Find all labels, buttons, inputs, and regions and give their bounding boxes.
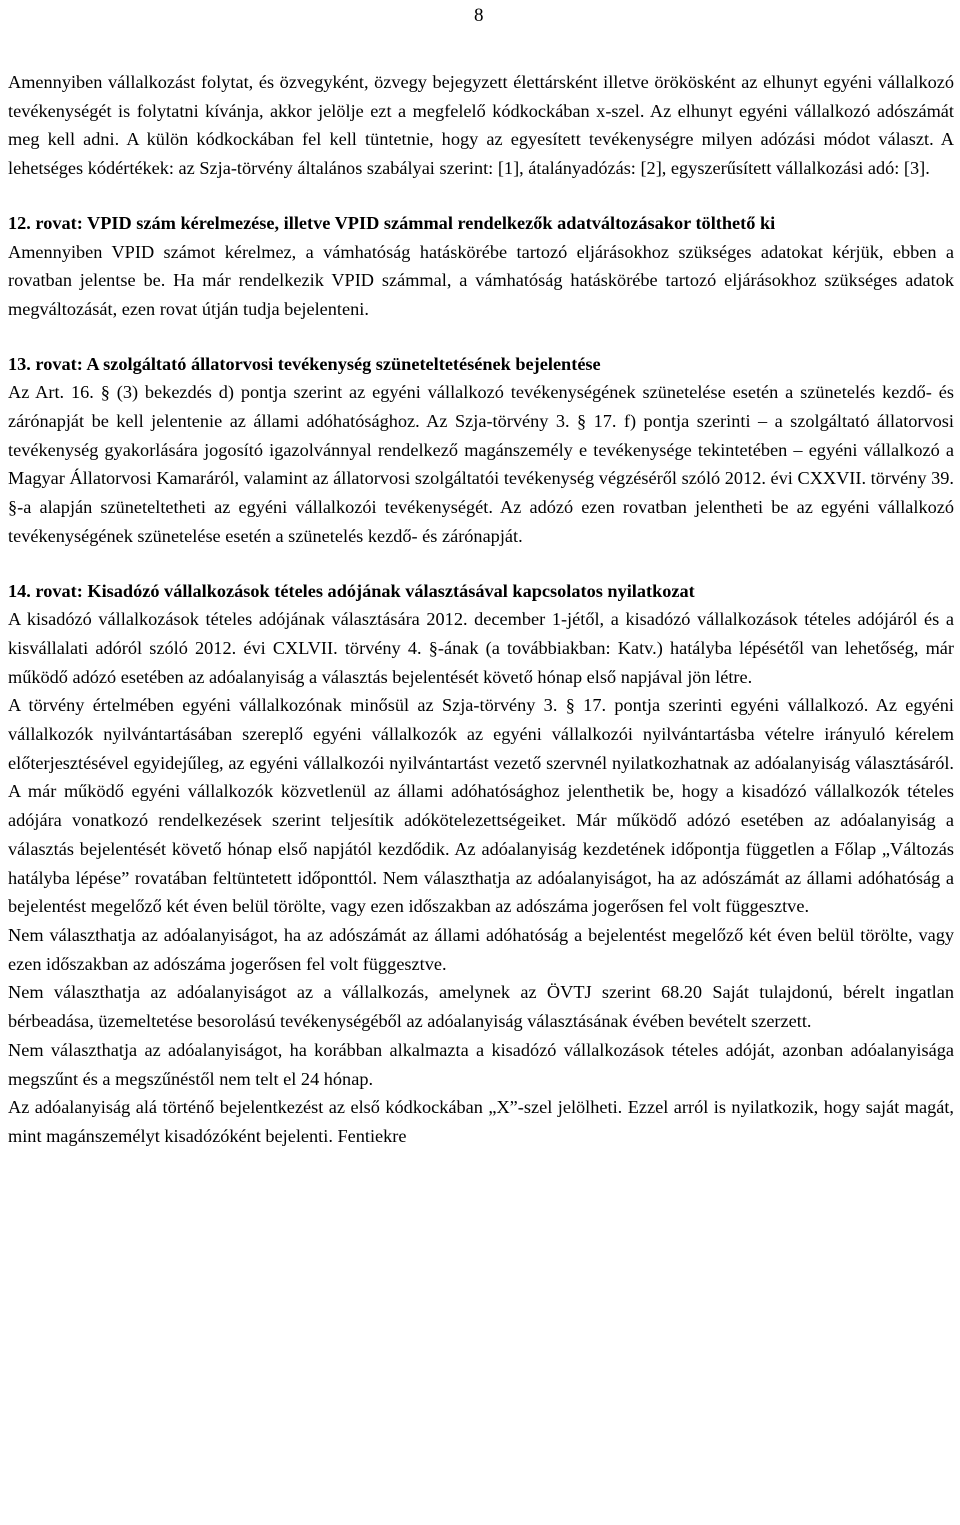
section-14-paragraph: Nem választhatja az adóalanyiságot, ha korábban alkalmazta a kisadózó vállalkozások tételes adóját, azonban adóalanyisága megszűnt és a megszűnéstől nem telt el 24 hónap. (8, 1039, 954, 1089)
page-number: 8 (474, 5, 484, 26)
spacer (8, 551, 954, 577)
section-14-paragraph: Nem választhatja az adóalanyiságot az a vállalkozás, amelynek az ÖVTJ szerint 68.20 Saját tulajdonú, bérelt ingatlan bérbeadása, üzemeltetése besorolású tevékenységéből az adóalanyiság választásának évében bevételt szerzett. (8, 982, 954, 1032)
section-14-paragraph: Nem választhatja az adóalanyiságot, ha az adószámát az állami adóhatóság a bejelentést megelőző két éven belül törölte, vagy ezen időszakban az adószáma jogerősen fel volt függesztve. (8, 924, 954, 974)
section-14-paragraph: A törvény értelmében egyéni vállalkozónak minősül az Szja-törvény 3. § 17. pontja szerinti egyéni vállalkozó. Az egyéni vállalkozók nyilvántartásában szereplő egyéni vállalkozók az egyéni vállalkozói nyilvántartásba vételre irányuló kérelem előterjesztésével egyidejűleg, az egyéni vállalkozói nyilvántartást vezető szervnél nyilatkozhatnak az adóalanyiság választásáról. A már működő egyéni vállalkozók közvetlenül az állami adóhatósághoz jelenthetik be, hogy a kisadózó vállalkozók tételes adójára vonatkozó rendelkezések szerint teljesítik adókötelezettségeiket. Már működő adózó esetében az adóalanyiság a választás bejelentését követő hónap első napjától kezdődik. Az adóalanyiság kezdetének időpontja független a Főlap „Változás hatályba lépése” rovatában feltüntetett időponttól. Nem választhatja az adóalanyiságot, ha az adószámát az állami adóhatóság a bejelentést megelőző két éven belül törölte, vagy ezen időszakban az adószáma jogerősen fel volt függesztve. (8, 695, 954, 917)
spacer (8, 324, 954, 350)
intro-paragraph: Amennyiben vállalkozást folytat, és özvegyként, özvegy bejegyzett élettársként illetve örökösként az elhunyt egyéni vállalkozó tevékenységét is folytatni kívánja, akkor jelölje ezt a megfelelő kódkockában x-szel. Az elhunyt egyéni vállalkozó adószámát meg kell adni. A külön kódkockában fel kell tüntetnie, hogy az egyesített tevékenységre milyen adózási módot választ. A lehetséges kódértékek: az Szja-törvény általános szabályai szerint: [1], átalányadózás: [2], egyszerűsített vállalkozási adó: [3]. (8, 72, 954, 179)
section-14-heading: 14. rovat: Kisadózó vállalkozások tételes adójának választásával kapcsolatos nyilatkozat (8, 580, 695, 601)
section-14-paragraph: A kisadózó vállalkozások tételes adójának választására 2012. december 1-jétől, a kisadózó vállalkozások tételes adójáról és a kisvállalati adóról szóló 2012. évi CXLVII. törvény 4. §-ának (a továbbiakban: Katv.) hatályba lépésétől van lehetőség, már működő adózó esetében az adóalanyiság a választás bejelentését követő hónap első napjával jön létre. (8, 609, 954, 687)
spacer (8, 183, 954, 209)
section-12-heading: 12. rovat: VPID szám kérelmezése, illetve VPID számmal rendelkezők adatváltozásakor tölthető ki (8, 212, 776, 233)
section-13-paragraph: Az Art. 16. § (3) bekezdés d) pontja szerint az egyéni vállalkozó tevékenységének szünetelése esetén a szünetelés kezdő- és zárónapját be kell jelentenie az állami adóhatósághoz. Az Szja-törvény 3. § 17. f) pontja szerinti – a szolgáltató állatorvosi tevékenység gyakorlására jogosító igazolvánnyal rendelkező magánszemély e tevékenysége tekintetében – egyéni vállalkozó a Magyar Állatorvosi Kamaráról, valamint az állatorvosi szolgáltatói tevékenység végzéséről szóló 2012. évi CXXVII. törvény 39. §-a alapján szüneteltetheti az egyéni vállalkozói tevékenységét. Az adózó ezen rovatban jelentheti be az egyéni vállalkozó tevékenységének szünetelése esetén a szünetelés kezdő- és zárónapját. (8, 382, 954, 546)
document-body (8, 68, 954, 1151)
section-12-paragraph: Amennyiben VPID számot kérelmez, a vámhatóság hatáskörébe tartozó eljárásokhoz szükséges adatokat kérjük, ebben a rovatban jelentse be. Ha már rendelkezik VPID számmal, a vámhatóság hatáskörébe tartozó eljárásokhoz szükséges adatok megváltozását, ezen rovat útján tudja bejelenteni. (8, 241, 954, 319)
section-14-paragraph: Az adóalanyiság alá történő bejelentkezést az első kódkockában „X”-szel jelölheti. Ezzel arról is nyilatkozik, hogy saját magát, mint magánszemélyt kisadózóként bejelenti. Fentiekre (8, 1097, 954, 1146)
section-13-heading: 13. rovat: A szolgáltató állatorvosi tevékenység szüneteltetésének bejelentése (8, 353, 601, 374)
